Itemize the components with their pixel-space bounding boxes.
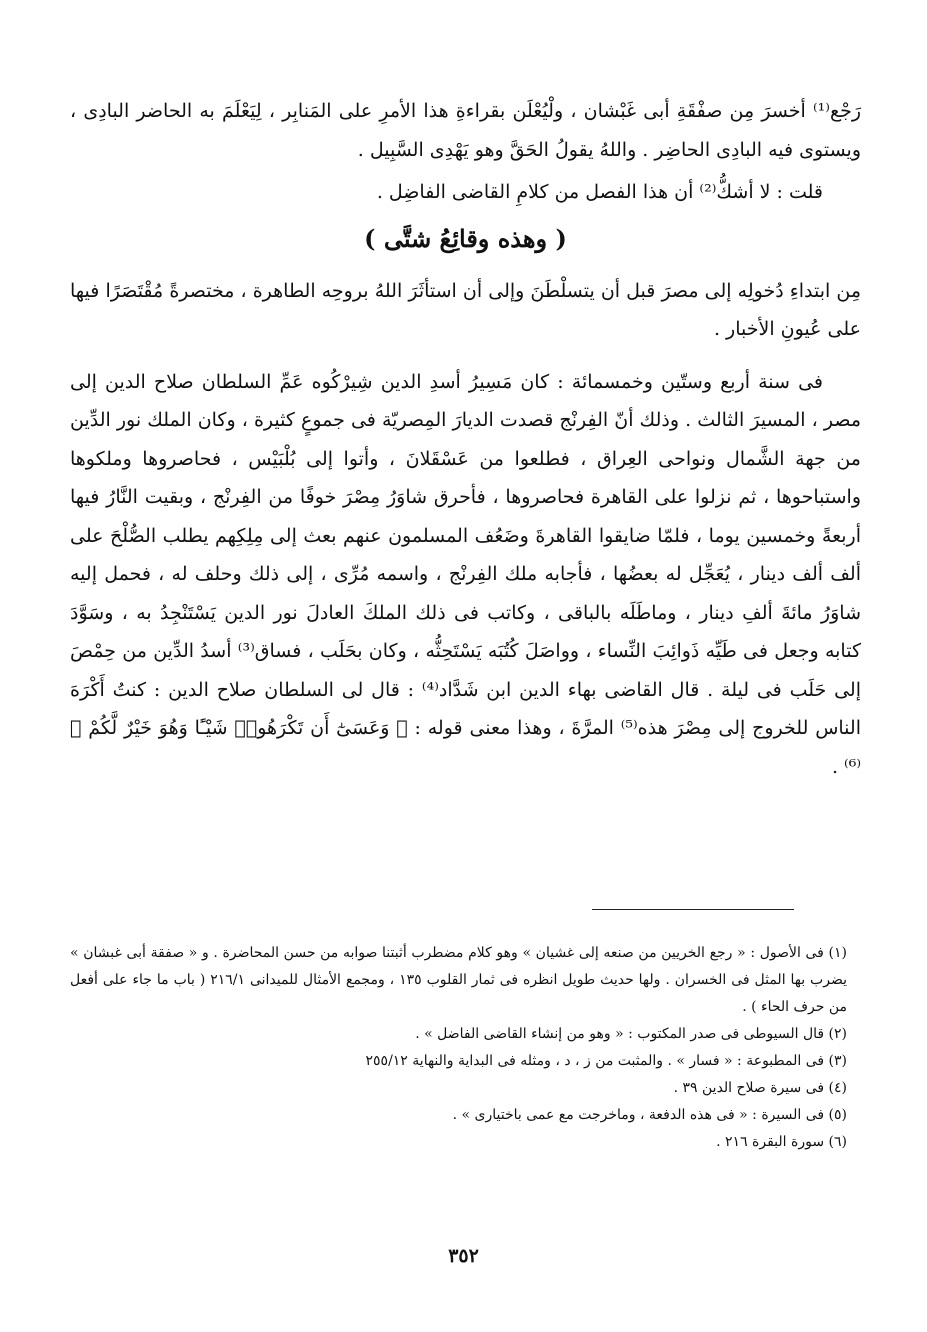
footnote-4: (٤) فى سيرة صلاح الدين ٣٩ . [673, 1080, 847, 1096]
footnote-2: (٢) قال السيوطى فى صدر المكتوب : « وهو من إنشاء القاضى الفاضل » . [415, 1026, 847, 1042]
footnote-6: (٦) سورة البقرة ٢١٦ . [716, 1134, 847, 1150]
footnote-separator [592, 909, 794, 910]
main-paragraph: فى سنة أربع وستّين وخمسمائة : كان مَسِيرُ أسدِ الدين شِيرْكُوه عَمِّ السلطان صلاح الدين إلى مصر ، المسيرَ الثالث . وذلك أنّ الفِرنْج قصدت الديارَ المِصريّة فى جموعٍ كثيرة ، وكان الملك نور الدِّين من جهة الشَّمال ونواحى العِراق ، فطلعوا من عَسْقَلانَ ، وأتوا إلى بُلْبَيْس ، فحاصروها وملكوها واستباحوها ، ثم نزلوا على القاهرة فحاصروها ، فأحرق شاوَرُ مِصْرَ خوفًا من الفِرنْج ، وبقيت النَّارُ فيها أربعةً وخمسين يوما ، فلمّا ضايقوا القاهرةَ وضَعُف المسلمون عنهم بعث إلى مِلِكِهم يطلب الصُّلْحَ على ألف ألف دينار ، يُعَجِّل له بعضُها ، فأجابه ملك الفِرنْج ، واسمه مُرِّى ، إلى ذلك وحلف له ، فحمل إليه شاوَرُ مائةَ ألفِ دينار ، وماطَلَه بالباقى ، وكاتب فى ذلك الملكَ العادلَ نور الدين يَسْتَنْجِدُ به ، وسَوَّدَ كتابه وجعل فى طَيِّه ذَوائِبَ النِّساء ، وواصَلَ كُتُبَه يَسْتَحِثُّه ، وكان بحَلَب ، فساق⁽³⁾ أسدُ الدِّين من حِمْصَ إلى حَلَب فى ليلة . قال القاضى بهاء الدين ابن شَدَّاد⁽⁴⁾ : قال لى السلطان صلاح الدين : كنتُ أَكْرَهَ الناس للخروج إلى مِصْرَ هذه⁽⁵⁾ المرَّةَ ، وهذا معنى قوله : ﴿ وَعَسَىٰٓ أَن تَكْرَهُوا۟ شَيْـًٔا وَهُوَ خَيْرٌ لَّكُمْ ﴾⁽⁶⁾ . [70, 370, 862, 778]
opening-paragraph: رَجْع⁽¹⁾ أخسرَ مِن صفْقَةِ أبى غَبْشان ، ولْيُعْلَن بقراءةِ هذا الأمرِ على المَنابِر ، لِيَعْلَمَ به الحاضر البادِى ، ويستوى فيه البادِى الحاضِر . واللهُ يقولُ الحَقَّ وهو يَهْدِى السَّبِيل . [70, 100, 861, 161]
section-intro-paragraph: مِن ابتداءِ دُخولِه إلى مصرَ قبل أن يتسلْطَنَ وإلى أن استأثَرَ اللهُ بروحِه الطاهرة ، مختصرةً مُقْتَصَرًا فيها على عُيونِ الأخبار . [70, 279, 861, 340]
page-number: ٣٥٢ [448, 1245, 479, 1267]
note-paragraph: قلت : لا أشكُّ⁽²⁾ أن هذا الفصل من كلامِ القاضى الفاضِل . [376, 181, 823, 203]
footnote-5: (٥) فى السيرة : « فى هذه الدفعة ، وماخرجت مع عمى باختيارى » . [452, 1107, 847, 1123]
footnote-1: (١) فى الأصول : « رجع الخريين من صنعه إلى غشيان » وهو كلام مضطرب أثبتنا صوابه من حسن المحاضرة . و « صفقة أبى غبشان » يضرب بها المثل فى الخسران . ولها حديث طويل انظره فى ثمار القلوب ١٣٥ ، ومجمع الأمثال للميدانى ٢١٦/١ ( باب ما جاء على أفعل من حرف الحاء ) . [70, 945, 847, 1015]
footnote-3: (٣) فى المطبوعة : « فسار » . والمثبت من ز ، د ، ومثله فى البداية والنهاية ٢٥٥/١٢ [365, 1053, 847, 1069]
footnotes-block [70, 940, 847, 1156]
section-heading: ( وهذه وقائِعُ شتَّى ) [364, 223, 567, 253]
main-text-block [70, 92, 861, 786]
